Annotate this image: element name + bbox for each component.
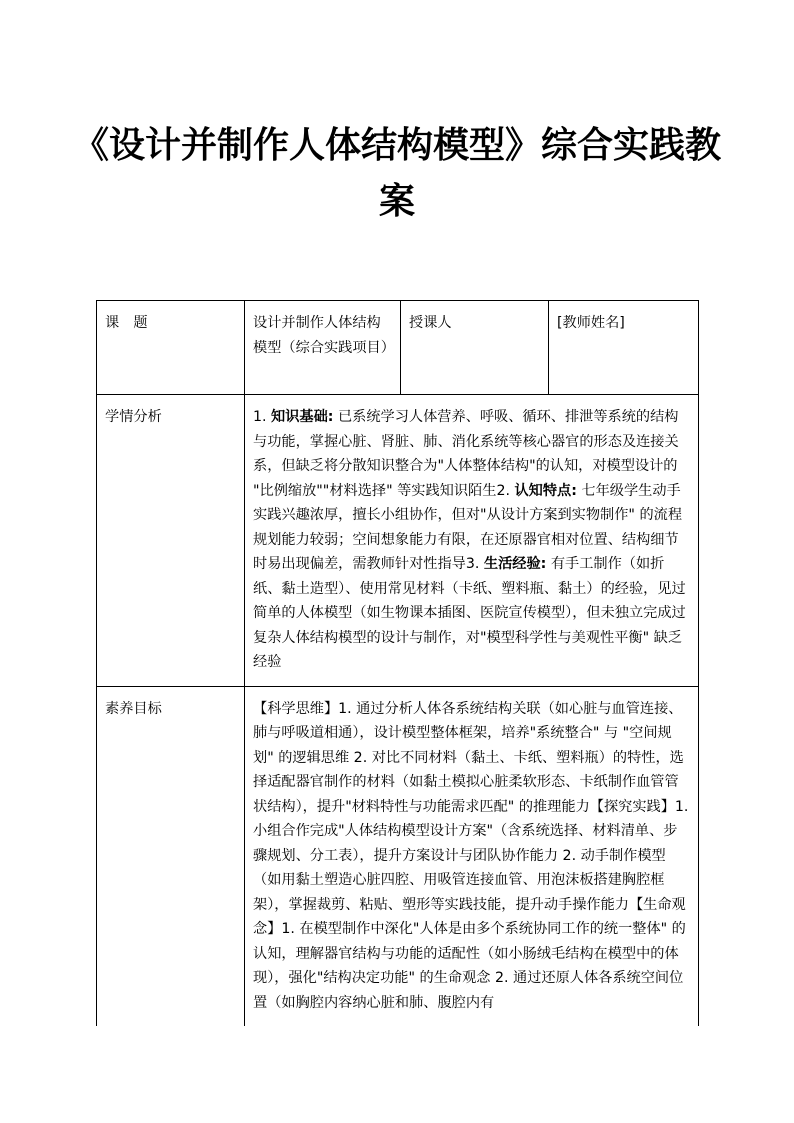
topic-value: 设计并制作人体结构模型（综合实践项目）	[245, 301, 401, 395]
row-literacy-goals	[97, 686, 699, 1026]
page-title: 《设计并制作人体结构模型》综合实践教案	[72, 125, 721, 222]
experience-heading: 生活经验:	[483, 556, 547, 572]
teacher-label: 授课人	[401, 301, 549, 395]
experience-num: 3.	[465, 556, 484, 572]
row-topic	[97, 301, 699, 395]
cognition-text: 七年级学生动手实践兴趣浓厚，擅长小组协作，但对"从设计方案到实物制作" 的流程规划能力较弱；空间想象能力有限，在还原器官相对位置、结构细节时易出现偏差，需教师针对性指导	[253, 482, 683, 572]
literacy-goals-label: 素养目标	[97, 686, 245, 1026]
literacy-goals-content: 【科学思维】1. 通过分析人体各系统结构关联（如心脏与血管连接、肺与呼吸道相通），设计模型整体框架，培养"系统整合" 与 "空间规划" 的逻辑思维 2. 对比不同材料（黏土、卡纸、塑料瓶）的特性，选择适配器官制作的材料（如黏土模拟心脏柔软形态、卡纸制作血管管状结构），提升"材料特性与功能需求匹配" 的推理能力【探究实践】1. 小组合作完成"人体结构模型设计方案"（含系统选择、材料清单、步骤规划、分工表），提升方案设计与团队协作能力 2. 动手制作模型（如用黏土塑造心脏四腔、用吸管连接血管、用泡沫板搭建胸腔框架），掌握裁剪、粘贴、塑形等实践技能，提升动手操作能力【生命观念】1. 在模型制作中深化"人体是由多个系统协同工作的统一整体" 的认知，理解器官结构与功能的适配性（如小肠绒毛结构在模型中的体现），强化"结构决定功能" 的生命观念 2. 通过还原人体各系统空间位置（如胸腔内容纳心脏和肺、腹腔内有	[245, 686, 699, 1026]
knowledge-num: 1.	[253, 409, 272, 425]
lesson-plan-table	[96, 300, 699, 1026]
row-student-analysis	[97, 395, 699, 687]
topic-label: 课 题	[97, 301, 245, 395]
knowledge-heading: 知识基础:	[271, 409, 334, 425]
student-analysis-content	[245, 395, 699, 687]
student-analysis-label: 学情分析	[97, 395, 245, 687]
experience-text: 有手工制作（如折纸、黏土造型）、使用常见材料（卡纸、塑料瓶、黏土）的经验，见过简单的人体模型（如生物课本插图、医院宣传模型），但未独立完成过复杂人体结构模型的设计与制作，对"模型科学性与美观性平衡" 缺乏经验	[253, 556, 686, 670]
cognition-num: 2.	[496, 482, 515, 499]
teacher-value: [教师姓名]	[549, 301, 699, 395]
cognition-heading: 认知特点:	[514, 482, 577, 499]
knowledge-text: 已系统学习人体营养、呼吸、循环、排泄等系统的结构与功能，掌握心脏、肾脏、肺、消化系统等核心器官的形态及连接关系，但缺乏将分散知识整合为"人体整体结构"的认知，对模型设计的 "比例缩放""材料选择" 等实践知识陌生	[253, 409, 679, 499]
